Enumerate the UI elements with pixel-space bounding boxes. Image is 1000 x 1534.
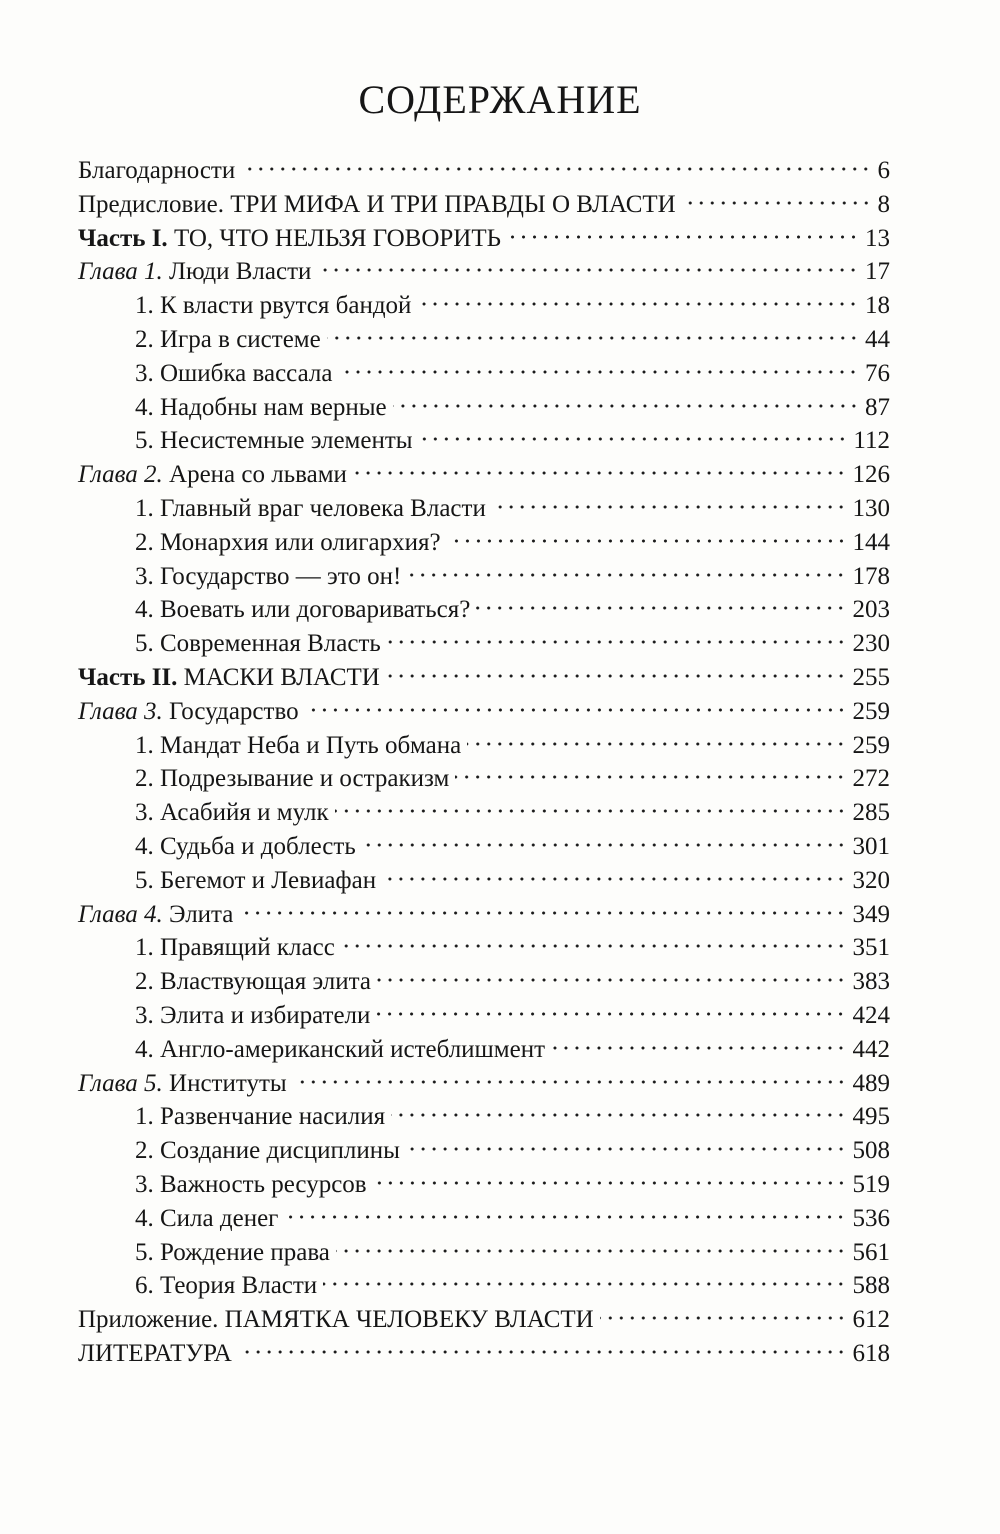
toc-entry-title (135, 593, 470, 627)
entry-text: 3. Асабийя и мулк (135, 799, 329, 827)
page-number: 8 (877, 190, 890, 218)
toc-section-entry (78, 593, 890, 627)
page-number: 130 (852, 494, 890, 522)
page-number: 144 (852, 528, 890, 556)
page-title: СОДЕРЖАНИЕ (358, 77, 642, 122)
toc-entry-title (135, 424, 413, 458)
page-number: 18 (865, 292, 890, 320)
toc-entry (78, 661, 890, 695)
toc-section-entry (78, 526, 890, 560)
toc-entry-title (135, 796, 329, 830)
entry-text: Благодарности (78, 157, 236, 184)
chapter-label: Глава 5. (78, 1069, 163, 1097)
toc-entry-title (135, 1269, 317, 1303)
toc-section-entry (78, 1202, 890, 1236)
toc-entry-title (135, 391, 387, 425)
page-number: 301 (852, 832, 890, 860)
dot-leader (376, 1012, 846, 1016)
toc-entry-title (78, 458, 347, 492)
entry-text: 4. Надобны нам верные (135, 393, 387, 421)
entry-text: 1. Правящий класс (135, 934, 335, 962)
toc-section-entry (78, 864, 890, 898)
dot-leader (335, 809, 847, 813)
page-number: 44 (865, 325, 890, 353)
page-number: 126 (852, 461, 890, 489)
page-number: 519 (852, 1170, 890, 1198)
toc-section-entry (78, 289, 890, 323)
toc-entry-title (135, 864, 376, 898)
dot-leader (305, 708, 847, 712)
toc-section-entry (78, 1269, 890, 1303)
toc-entry-title (135, 1134, 400, 1168)
entry-text: Государство (169, 697, 299, 725)
entry-text: 3. Ошибка вассала (135, 359, 333, 387)
page-number: 489 (852, 1069, 890, 1097)
toc-entry (78, 255, 890, 289)
entry-text: 4. Англо-американский истеблишмент (135, 1035, 546, 1063)
dot-leader (338, 370, 859, 374)
page-number: 230 (852, 630, 890, 658)
entry-text: 6. Теория Власти (135, 1272, 318, 1300)
toc-entry-title (135, 931, 335, 965)
entry-text: 1. Развенчание насилия (135, 1103, 386, 1131)
toc-section-entry (78, 492, 890, 526)
toc-entry-title (78, 1067, 287, 1101)
page-number: 87 (865, 393, 890, 421)
toc-entry-title (135, 729, 461, 763)
toc-entry (78, 154, 890, 188)
toc-entry-title (78, 255, 311, 289)
entry-text: 2. Создание дисциплины (135, 1137, 400, 1165)
toc-section-entry (78, 1168, 890, 1202)
page-number: 508 (852, 1137, 890, 1165)
toc-section-entry (78, 965, 890, 999)
toc-entry-title (78, 1303, 594, 1337)
toc-section-entry (78, 830, 890, 864)
page-number: 320 (852, 866, 890, 894)
toc-entry-title (135, 492, 486, 526)
dot-leader (419, 437, 848, 441)
toc-entry-title (135, 560, 401, 594)
toc-entry-title (78, 222, 501, 256)
toc-entry-title (135, 526, 441, 560)
toc-section-entry (78, 1033, 890, 1067)
toc-entry-title (135, 830, 356, 864)
page-number: 17 (865, 258, 890, 286)
toc-entry-title (135, 1033, 545, 1067)
toc-entry-title (135, 999, 370, 1033)
entry-text: 5. Несистемные элементы (135, 427, 413, 455)
dot-leader (323, 1282, 846, 1286)
page-number: 112 (853, 427, 890, 455)
dot-leader (238, 1350, 847, 1354)
entry-text: 4. Сила денег (135, 1204, 279, 1232)
table-of-contents (78, 154, 890, 1371)
toc-entry-title (135, 965, 371, 999)
entry-text: 5. Современная Власть (135, 630, 381, 658)
chapter-label: Глава 4. (78, 900, 163, 928)
entry-text: 3. Важность ресурсов (135, 1170, 367, 1198)
part-label: Часть II. (78, 663, 178, 691)
dot-leader (341, 944, 847, 948)
toc-section-entry (78, 762, 890, 796)
page-number: 536 (852, 1204, 890, 1232)
dot-leader (327, 336, 859, 340)
dot-leader (447, 539, 847, 543)
page-number: 588 (852, 1272, 890, 1300)
dot-leader (293, 1080, 847, 1084)
dot-leader (387, 640, 847, 644)
entry-text: Предисловие. ТРИ МИФА И ТРИ ПРАВДЫ О ВЛАСТИ (78, 190, 676, 218)
page-number: 442 (852, 1035, 890, 1063)
toc-entry (78, 1337, 890, 1371)
toc-section-entry (78, 357, 890, 391)
toc-entry-title (78, 1337, 232, 1371)
page-number: 259 (852, 731, 890, 759)
dot-leader (492, 505, 847, 509)
dot-leader (455, 775, 846, 779)
page-number: 178 (852, 562, 890, 590)
page-number: 285 (852, 799, 890, 827)
dot-leader (382, 877, 846, 881)
toc-entry-title (135, 627, 381, 661)
chapter-label: Глава 3. (78, 697, 163, 725)
toc-section-entry (78, 1134, 890, 1168)
toc-entry-title (135, 1236, 330, 1270)
entry-text: 2. Властвующая элита (135, 968, 371, 996)
dot-leader (407, 573, 846, 577)
toc-entry-title (135, 1202, 278, 1236)
dot-leader (241, 167, 871, 171)
page-number: 6 (877, 157, 890, 184)
dot-leader (417, 302, 859, 306)
page-number: 203 (852, 596, 890, 624)
entry-text: ЛИТЕРАТУРА (78, 1339, 232, 1367)
dot-leader (284, 1215, 846, 1219)
page-number: 351 (852, 934, 890, 962)
entry-text: 4. Судьба и доблесть (135, 832, 356, 860)
toc-section-entry (78, 560, 890, 594)
entry-text: 5. Рождение права (135, 1238, 330, 1266)
toc-entry-title (78, 661, 380, 695)
toc-section-entry (78, 931, 890, 965)
toc-entry (78, 188, 890, 222)
dot-leader (600, 1316, 847, 1320)
page-number: 76 (865, 359, 890, 387)
toc-entry-title (135, 357, 332, 391)
toc-section-entry (78, 999, 890, 1033)
dot-leader (476, 606, 846, 610)
page-number: 561 (852, 1238, 890, 1266)
dot-leader (336, 1249, 847, 1253)
entry-text: 4. Воевать или договариваться? (135, 596, 471, 624)
toc-entry-title (135, 762, 449, 796)
page-number: 349 (852, 900, 890, 928)
toc-section-entry (78, 1236, 890, 1270)
toc-entry-title (135, 1100, 385, 1134)
toc-entry-title (135, 289, 411, 323)
dot-leader (551, 1046, 846, 1050)
entry-text: 3. Элита и избиратели (135, 1001, 371, 1029)
page-number: 13 (865, 224, 890, 252)
toc-section-entry (78, 424, 890, 458)
entry-text: Приложение. ПАМЯТКА ЧЕЛОВЕКУ ВЛАСТИ (78, 1306, 594, 1334)
entry-text: 1. К власти рвутся бандой (135, 292, 412, 320)
page-number: 255 (852, 663, 890, 691)
dot-leader (239, 911, 846, 915)
dot-leader (406, 1147, 847, 1151)
toc-section-entry (78, 323, 890, 357)
toc-entry-title (135, 323, 321, 357)
page-number: 424 (852, 1001, 890, 1029)
dot-leader (507, 235, 859, 239)
entry-text: ТО, ЧТО НЕЛЬЗЯ ГОВОРИТЬ (173, 224, 501, 252)
toc-entry-title (78, 188, 676, 222)
entry-text: 2. Подрезывание и остракизм (135, 765, 450, 793)
dot-leader (467, 742, 846, 746)
dot-leader (362, 843, 847, 847)
toc-section-entry (78, 627, 890, 661)
dot-leader (391, 1113, 846, 1117)
page-number: 272 (852, 765, 890, 793)
toc-entry (78, 898, 890, 932)
toc-section-entry (78, 729, 890, 763)
chapter-label: Глава 1. (78, 258, 163, 286)
entry-text: 1. Мандат Неба и Путь обмана (135, 731, 462, 759)
part-label: Часть I. (78, 224, 168, 252)
toc-entry-title (78, 898, 233, 932)
toc-entry-title (135, 1168, 367, 1202)
dot-leader (386, 674, 847, 678)
entry-text: 5. Бегемот и Левиафан (135, 866, 377, 894)
dot-leader (353, 471, 847, 475)
toc-entry (78, 695, 890, 729)
toc-entry-title (78, 154, 235, 188)
entry-text: Институты (169, 1069, 287, 1097)
dot-leader (377, 978, 847, 982)
toc-section-entry (78, 1100, 890, 1134)
chapter-label: Глава 2. (78, 461, 163, 489)
toc-entry (78, 458, 890, 492)
dot-leader (393, 404, 859, 408)
entry-text: 2. Монархия или олигархия? (135, 528, 441, 556)
page-number: 612 (852, 1306, 890, 1334)
entry-text: Арена со львами (169, 461, 347, 489)
page-number: 618 (852, 1339, 890, 1367)
entry-text: Люди Власти (169, 258, 312, 286)
entry-text: МАСКИ ВЛАСТИ (183, 663, 380, 691)
toc-entry-title (78, 695, 299, 729)
toc-entry (78, 222, 890, 256)
entry-text: 2. Игра в системе (135, 325, 321, 353)
toc-section-entry (78, 391, 890, 425)
toc-entry (78, 1067, 890, 1101)
dot-leader (317, 268, 859, 272)
dot-leader (682, 201, 872, 205)
page-number: 383 (852, 968, 890, 996)
dot-leader (373, 1181, 847, 1185)
entry-text: 1. Главный враг человека Власти (135, 494, 486, 522)
toc-entry (78, 1303, 890, 1337)
page-number: 259 (852, 697, 890, 725)
entry-text: 3. Государство — это он! (135, 562, 402, 590)
entry-text: Элита (169, 900, 234, 928)
page-number: 495 (852, 1103, 890, 1131)
toc-section-entry (78, 796, 890, 830)
